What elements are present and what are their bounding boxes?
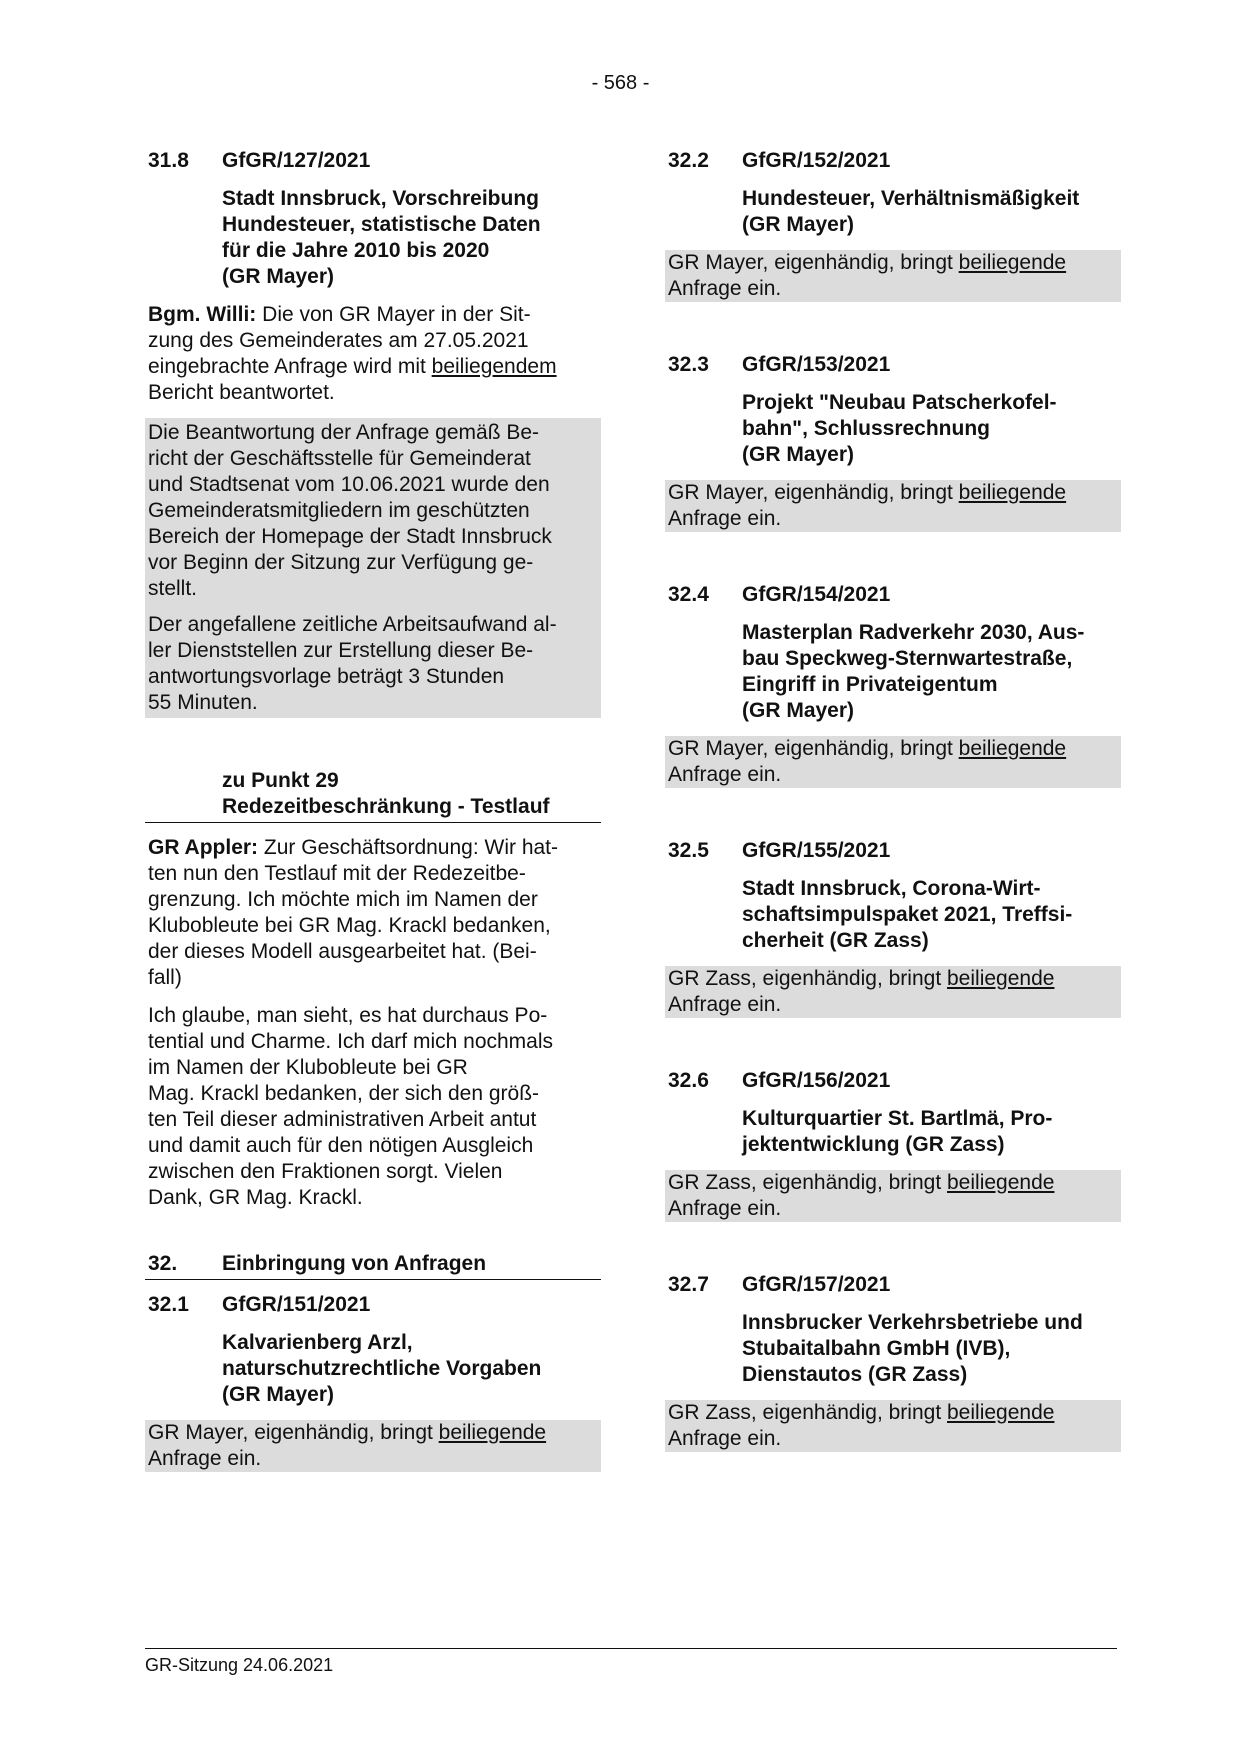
text-line: tential und Charme. Ich darf mich nochmals	[148, 1030, 554, 1053]
title-line: Hundesteuer, statistische Daten	[222, 213, 541, 236]
text-line: ten nun den Testlauf mit der Redezeitbe-	[148, 862, 526, 885]
shaded-note	[145, 1420, 601, 1472]
text-line: ler Dienststellen zur Erstellung dieser Be-	[148, 639, 534, 662]
section-title	[742, 876, 1121, 954]
section-number: 32.	[148, 1252, 178, 1275]
text-line: Mag. Krackl bedanken, der sich den größ-	[148, 1082, 540, 1105]
text-line: Bericht beantwortet.	[148, 381, 335, 404]
text-line: im Namen der Klubobleute bei GR	[148, 1056, 468, 1079]
title-line: (GR Mayer)	[742, 699, 855, 722]
section-32-3	[665, 352, 1121, 532]
attachment-link[interactable]: beiliegende	[947, 967, 1055, 990]
title-line: (GR Mayer)	[222, 265, 335, 288]
text-line: der dieses Modell ausgearbeitet hat. (Bei-	[148, 940, 537, 963]
section-heading	[668, 352, 1121, 378]
shaded-note	[665, 1400, 1121, 1452]
text-line: Anfrage ein.	[668, 993, 782, 1016]
section-32-2	[665, 148, 1121, 302]
section-number: 31.8	[148, 149, 189, 172]
text-line: stellt.	[148, 577, 198, 600]
text-line: grenzung. Ich möchte mich im Namen der	[148, 888, 538, 911]
text-line: Anfrage ein.	[668, 1427, 782, 1450]
left-column	[145, 148, 601, 1472]
section-code: GfGR/151/2021	[222, 1293, 371, 1316]
text-line: Bereich der Homepage der Stadt Innsbruck	[148, 525, 552, 548]
text-line: und Stadtsenat vom 10.06.2021 wurde den	[148, 473, 550, 496]
text-line: Anfrage ein.	[668, 763, 782, 786]
title-line: (GR Mayer)	[742, 443, 855, 466]
section-title	[742, 620, 1121, 724]
attachment-link[interactable]: beiliegende	[958, 481, 1067, 504]
right-column	[665, 148, 1121, 1452]
title-line: (GR Mayer)	[222, 1383, 335, 1406]
section-title: Einbringung von Anfragen	[222, 1252, 487, 1275]
title-line: Stubaitalbahn GmbH (IVB),	[742, 1337, 1011, 1360]
page-number: - 568 -	[591, 72, 650, 94]
text-line: antwortungsvorlage beträgt 3 Stunden	[148, 665, 505, 688]
title-line: Kalvarienberg Arzl,	[222, 1331, 413, 1354]
section-32-5	[665, 838, 1121, 1018]
section-heading	[148, 1292, 601, 1318]
section-code: GfGR/156/2021	[742, 1069, 891, 1092]
text-line: Anfrage ein.	[148, 1447, 262, 1470]
section-31-8	[145, 148, 601, 718]
title-line: Redezeitbeschränkung - Testlauf	[222, 795, 550, 818]
shaded-note	[145, 418, 601, 718]
speech-paragraph	[145, 1003, 601, 1211]
text-line: Anfrage ein.	[668, 1197, 782, 1220]
section-title	[742, 1106, 1121, 1158]
title-line: Projekt "Neubau Patscherkofel-	[742, 391, 1057, 414]
section-number: 32.1	[148, 1293, 189, 1316]
text-line: vor Beginn der Sitzung zur Verfügung ge-	[148, 551, 534, 574]
text-line: GR Mayer, eigenhändig, bringt	[668, 481, 959, 504]
text-line: GR Zass, eigenhändig, bringt	[668, 1401, 947, 1424]
section-title	[742, 390, 1121, 468]
section-32-4	[665, 582, 1121, 788]
text-line: GR Mayer, eigenhändig, bringt	[668, 251, 959, 274]
shaded-note	[665, 966, 1121, 1018]
section-title	[222, 186, 601, 290]
title-line: Stadt Innsbruck, Corona-Wirt-	[742, 877, 1041, 900]
attachment-link[interactable]: beiliegende	[947, 1401, 1055, 1424]
text-line: Dank, GR Mag. Krackl.	[148, 1186, 363, 1209]
title-line: für die Jahre 2010 bis 2020	[222, 239, 490, 262]
text-line: GR Zass, eigenhändig, bringt	[668, 967, 947, 990]
section-title	[742, 1310, 1121, 1388]
shaded-note	[665, 480, 1121, 532]
text-line: Ich glaube, man sieht, es hat durchaus Po-	[148, 1004, 548, 1027]
section-number: 32.2	[668, 149, 709, 172]
text-line: 55 Minuten.	[148, 691, 258, 714]
section-title	[742, 186, 1121, 238]
attachment-link[interactable]: beiliegende	[947, 1171, 1055, 1194]
title-line: Kulturquartier St. Bartlmä, Pro-	[742, 1107, 1053, 1130]
section-code: GfGR/127/2021	[222, 149, 371, 172]
text-line: richt der Geschäftsstelle für Gemeinderat	[148, 447, 531, 470]
title-line: Stadt Innsbruck, Vorschreibung	[222, 187, 539, 210]
title-line: cherheit (GR Zass)	[742, 929, 929, 952]
page-footer: GR-Sitzung 24.06.2021	[145, 1648, 1117, 1676]
title-line: schaftsimpulspaket 2021, Treffsi-	[742, 903, 1073, 926]
text-line: GR Mayer, eigenhändig, bringt	[668, 737, 959, 760]
section-code: GfGR/154/2021	[742, 583, 891, 606]
text-line: Die von GR Mayer in der Sit-	[256, 303, 531, 326]
attachment-link[interactable]: beiliegende	[438, 1421, 547, 1444]
section-heading	[148, 148, 601, 174]
section-32-1	[145, 1292, 601, 1472]
title-line: Dienstautos (GR Zass)	[742, 1363, 968, 1386]
text-line: Klubobleute bei GR Mag. Krackl bedanken,	[148, 914, 551, 937]
section-32	[145, 1251, 601, 1280]
title-line: Hundesteuer, Verhältnismäßigkeit	[742, 187, 1080, 210]
section-title	[222, 1330, 601, 1408]
text-line: ten Teil dieser administrativen Arbeit antut	[148, 1108, 537, 1131]
section-heading	[668, 582, 1121, 608]
section-heading	[668, 148, 1121, 174]
text-line: eingebrachte Anfrage wird mit	[148, 355, 432, 378]
title-line: zu Punkt 29	[222, 769, 339, 792]
shaded-note	[665, 1170, 1121, 1222]
attachment-link[interactable]: beiliegendem	[431, 355, 557, 378]
title-line: Masterplan Radverkehr 2030, Aus-	[742, 621, 1085, 644]
text-line: Zur Geschäftsordnung: Wir hat-	[258, 836, 559, 859]
text-line: zung des Gemeinderates am 27.05.2021	[148, 329, 529, 352]
section-number: 32.6	[668, 1069, 709, 1092]
speaker-name: Bgm. Willi:	[148, 303, 257, 326]
shaded-note	[665, 250, 1121, 302]
title-line: (GR Mayer)	[742, 213, 855, 236]
section-32-6	[665, 1068, 1121, 1222]
text-line: fall)	[148, 966, 182, 989]
text-line: GR Mayer, eigenhändig, bringt	[148, 1421, 439, 1444]
text-line: Der angefallene zeitliche Arbeitsaufwand al-	[148, 613, 557, 636]
section-heading	[668, 838, 1121, 864]
title-line: naturschutzrechtliche Vorgaben	[222, 1357, 542, 1380]
title-line: Innsbrucker Verkehrsbetriebe und	[742, 1311, 1083, 1334]
section-zu-punkt-29	[145, 768, 601, 1211]
attachment-link[interactable]: beiliegende	[958, 251, 1067, 274]
section-code: GfGR/155/2021	[742, 839, 891, 862]
text-line: Gemeinderatsmitgliedern im geschützten	[148, 499, 530, 522]
text-line: Die Beantwortung der Anfrage gemäß Be-	[148, 421, 540, 444]
section-heading	[668, 1272, 1121, 1298]
section-code: GfGR/153/2021	[742, 353, 891, 376]
section-number: 32.3	[668, 353, 709, 376]
section-number: 32.7	[668, 1273, 709, 1296]
title-line: bau Speckweg-Sternwartestraße,	[742, 647, 1073, 670]
section-code: GfGR/152/2021	[742, 149, 891, 172]
speech-paragraph	[145, 835, 601, 991]
section-32-7	[665, 1272, 1121, 1452]
section-heading	[145, 768, 601, 823]
answer-paragraph	[145, 302, 601, 406]
text-line: Anfrage ein.	[668, 277, 782, 300]
title-line: bahn", Schlussrechnung	[742, 417, 990, 440]
text-line: GR Zass, eigenhändig, bringt	[668, 1171, 947, 1194]
section-heading	[145, 1251, 601, 1280]
section-number: 32.4	[668, 583, 709, 606]
title-line: Eingriff in Privateigentum	[742, 673, 998, 696]
section-heading	[668, 1068, 1121, 1094]
section-number: 32.5	[668, 839, 709, 862]
section-code: GfGR/157/2021	[742, 1273, 891, 1296]
title-line: jektentwicklung (GR Zass)	[742, 1133, 1005, 1156]
shaded-note	[665, 736, 1121, 788]
attachment-link[interactable]: beiliegende	[958, 737, 1067, 760]
text-line: zwischen den Fraktionen sorgt. Vielen	[148, 1160, 503, 1183]
speaker-name: GR Appler:	[148, 836, 259, 859]
text-line: und damit auch für den nötigen Ausgleich	[148, 1134, 534, 1157]
text-line: Anfrage ein.	[668, 507, 782, 530]
